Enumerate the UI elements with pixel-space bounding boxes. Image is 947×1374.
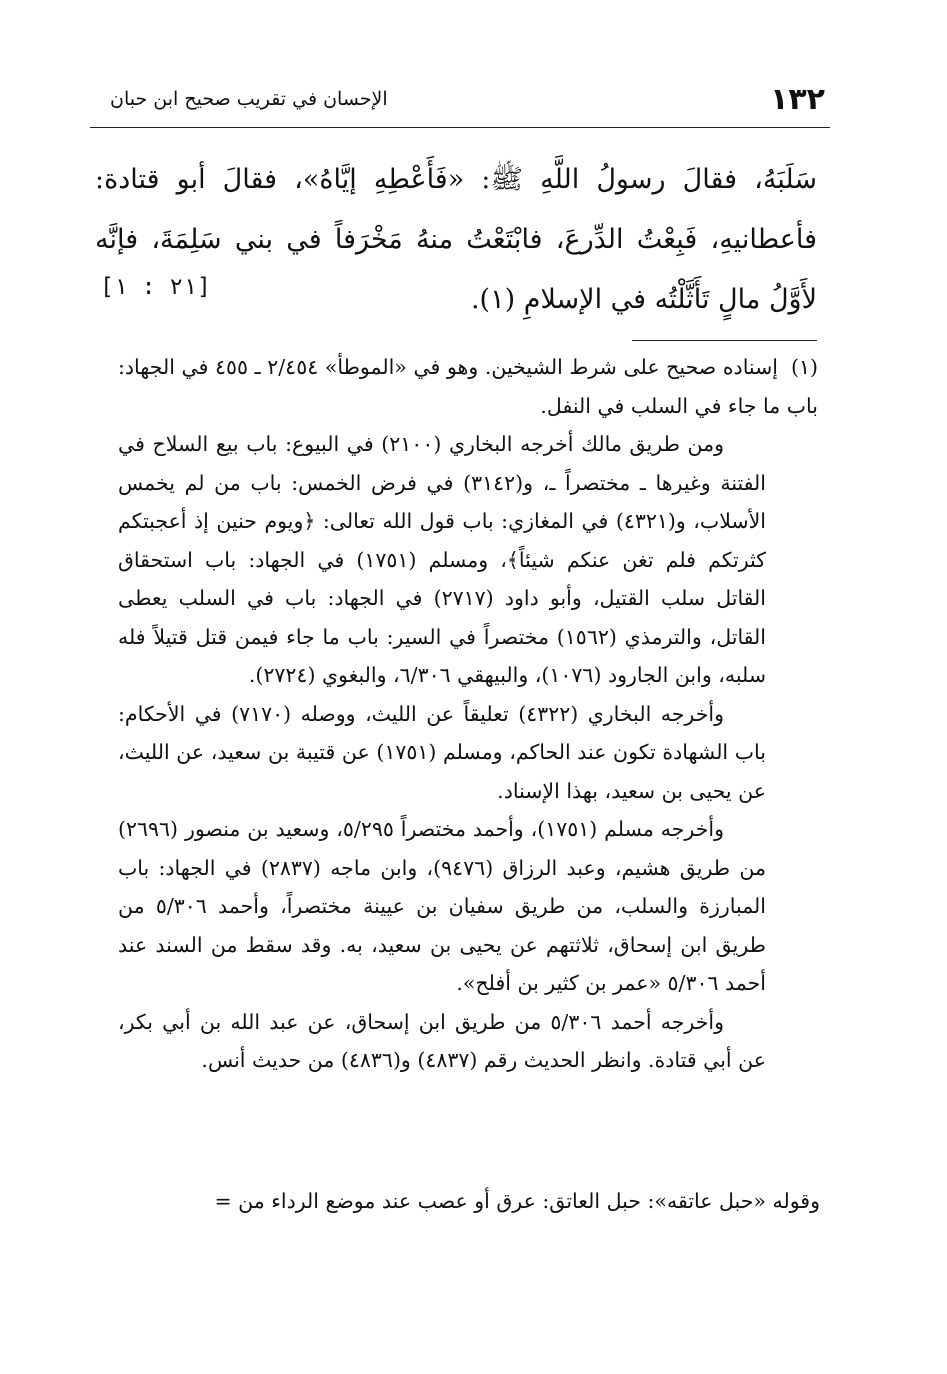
footnote-1	[118, 348, 818, 425]
footnote-paragraph: وأخرجه مسلم (١٧٥١)، وأحمد مختصراً ٥/٢٩٥، وسعيد بن منصور (٢٦٩٦) من طريق هشيم، وعبد الرزاق (٩٤٧٦)، وابن ماجه (٢٨٣٧) في الجهاد: باب المبارزة والسلب، من طريق سفيان بن عيينة مختصراً، وأحمد ٥/٣٠٦ من طريق ابن إسحاق، ثلاثتهم عن يحيى بن سعيد، به. وقد سقط من السند عند أحمد ٥/٣٠٦ «عمر بن كثير بن أفلح».	[118, 817, 766, 995]
hadith-reference-number: [٢١ : ١]	[100, 274, 211, 300]
footnote-paragraph: وأخرجه البخاري (٤٣٢٢) تعليقاً عن الليث، ووصله (٧١٧٠) في الأحكام: باب الشهادة تكون عند الحاكم، ومسلم (١٧٥١) عن قتيبة بن سعيد، عن الليث، عن يحيى بن سعيد، بهذا الإسناد.	[118, 701, 766, 803]
footnotes	[118, 348, 818, 1080]
footnote-paragraph: وأخرجه أحمد ٥/٣٠٦ من طريق ابن إسحاق، عن عبد الله بن أبي بكر، عن أبي قتادة. وانظر الحديث رقم (٤٨٣٧) و(٤٨٣٦) من حديث أنس.	[118, 1009, 766, 1072]
page-number: ١٣٢	[770, 82, 825, 117]
footnote-separator	[632, 340, 817, 341]
footnote-paragraph: ومن طريق مالك أخرجه البخاري (٢١٠٠) في البيوع: باب بيع السلاح في الفتنة وغيرها ـ مختصراً ـ، و(٣١٤٢) في فرض الخمس: باب من لم يخمس الأسلاب، و(٤٣٢١) في المغازي: باب قول الله تعالى: ﴿ويوم حنين إذ أعجبتكم كثرتكم فلم تغن عنكم شيئاً﴾، ومسلم (١٧٥١) في الجهاد: باب استحقاق القاتل سلب القتيل، وأبو داود (٢٧١٧) في الجهاد: باب في السلب يعطى القاتل، والترمذي (١٥٦٢) مختصراً في السير: باب ما جاء فيمن قتل قتيلاً فله سلبه، وابن الجارود (١٠٧٦)، والبيهقي ٦/٣٠٦، والبغوي (٢٧٢٤).	[118, 432, 766, 687]
footnote-1-text: إسناده صحيح على شرط الشيخين. وهو في «الموطأ» ٢/٤٥٤ ـ ٤٥٥ في الجهاد: باب ما جاء في السلب في النفل.	[118, 355, 818, 418]
header-rule	[90, 127, 830, 128]
footnote-marker: (١)	[790, 355, 818, 379]
footnote-continuation: وقوله «حبل عاتقه»: حبل العاتق: عرق أو عصب عند موضع الرداء من =	[214, 1189, 820, 1213]
running-title: الإحسان في تقريب صحيح ابن حبان	[110, 88, 388, 110]
hadith-text: سَلَبَهُ، فقالَ رسولُ اللَّهِ ﷺ: «فَأَعْطِهِ إيَّاهُ»، فقالَ أبو قتادة: فأعطانيهِ، فَبِعْتُ الدِّرعَ، فابْتَعْتُ منهُ مَخْرَفاً في بني سَلِمَةَ، فإنَّه لأَوَّلُ مالٍ تَأَثَّلْتُه في الإسلامِ (١).	[95, 164, 817, 315]
hadith-body	[95, 150, 817, 330]
page-header	[90, 78, 825, 118]
